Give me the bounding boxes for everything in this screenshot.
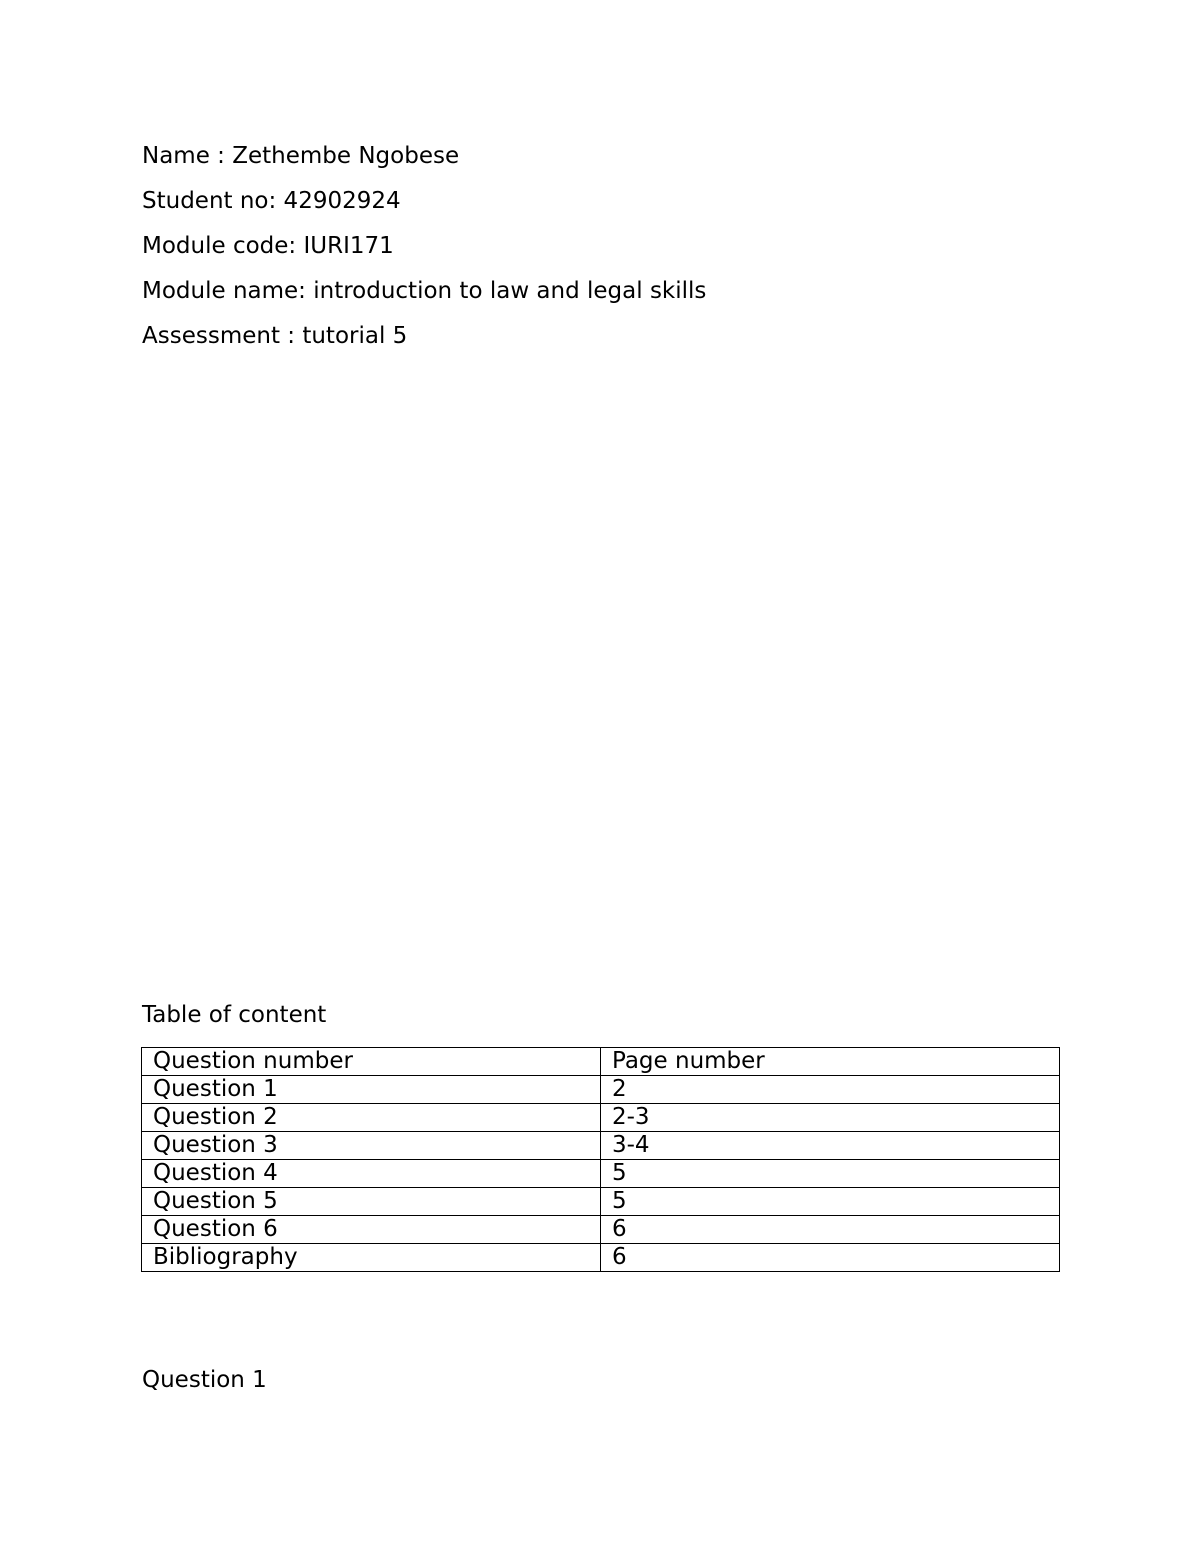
toc-column-header: Page number <box>601 1048 1060 1076</box>
toc-question-cell: Question 2 <box>142 1104 601 1132</box>
table-row <box>142 1104 1060 1132</box>
toc-table <box>141 1047 1060 1272</box>
table-row <box>142 1244 1060 1272</box>
toc-title: Table of content <box>142 1002 327 1028</box>
student-number: Student no: 42902924 <box>142 188 401 214</box>
toc-question-cell: Question 5 <box>142 1188 601 1216</box>
table-row <box>142 1160 1060 1188</box>
toc-question-cell: Question 6 <box>142 1216 601 1244</box>
toc-page-cell: 2-3 <box>601 1104 1060 1132</box>
toc-page-cell: 6 <box>601 1244 1060 1272</box>
table-row <box>142 1188 1060 1216</box>
toc-question-cell: Question 4 <box>142 1160 601 1188</box>
toc-column-header: Question number <box>142 1048 601 1076</box>
module-name: Module name: introduction to law and legal skills <box>142 278 707 304</box>
toc-question-cell: Question 3 <box>142 1132 601 1160</box>
toc-page-cell: 2 <box>601 1076 1060 1104</box>
table-row <box>142 1076 1060 1104</box>
toc-question-cell: Bibliography <box>142 1244 601 1272</box>
section-heading: Question 1 <box>142 1367 267 1393</box>
toc-header-row <box>142 1048 1060 1076</box>
assessment: Assessment : tutorial 5 <box>142 323 408 349</box>
toc-question-cell: Question 1 <box>142 1076 601 1104</box>
table-row <box>142 1216 1060 1244</box>
toc-page-cell: 6 <box>601 1216 1060 1244</box>
table-row <box>142 1132 1060 1160</box>
student-name: Name : Zethembe Ngobese <box>142 143 460 169</box>
module-code: Module code: IURI171 <box>142 233 394 259</box>
toc-page-cell: 5 <box>601 1160 1060 1188</box>
toc-page-cell: 3-4 <box>601 1132 1060 1160</box>
toc-page-cell: 5 <box>601 1188 1060 1216</box>
